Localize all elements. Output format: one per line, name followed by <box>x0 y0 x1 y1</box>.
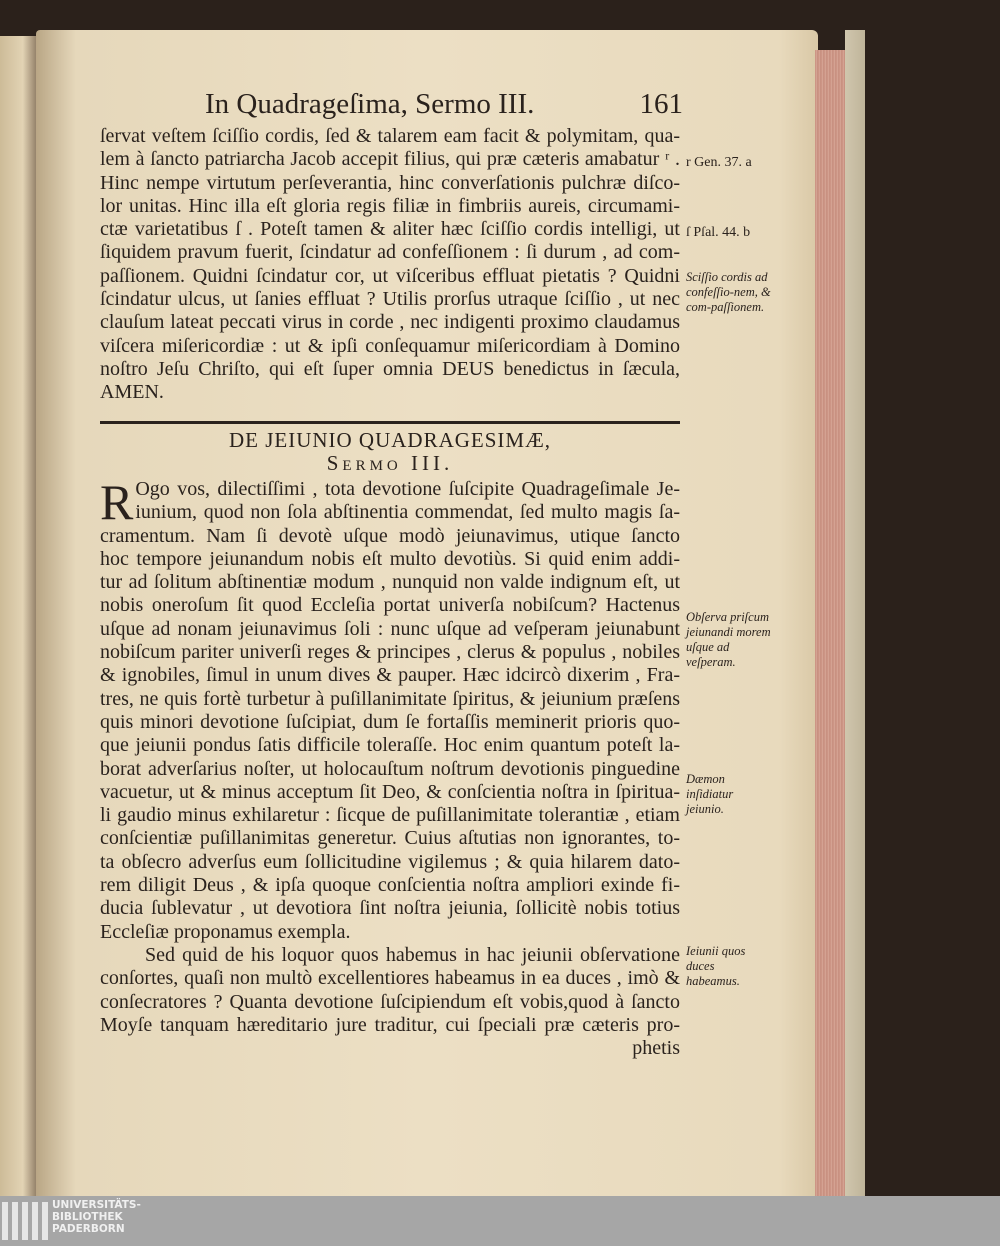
text-line: & ignobiles, ſimul in unum dives & pauper. Hæc idcircò dixerim , Fra- <box>100 664 680 687</box>
text-line: ta obſecro adverſus eum ſollicitudine vigilemus ; & quia hilarem dato- <box>100 850 680 873</box>
text-line: uſque ad nonam jeiunavimus ſoli : nunc uſque ad veſperam jeiunabunt <box>100 617 680 640</box>
margin-note-scissio: Sciſſio cordis ad confeſſio-nem, & com-paſſionem. <box>686 270 771 314</box>
text-line: conſecratores ? Quanta devotione ſuſcipiendum eſt vobis,quod à ſancto <box>100 990 680 1013</box>
text-line: borat adverſarius noſter, ut holocauſtum noſtrum devotionis pinguedine <box>100 757 680 780</box>
text-line: ſiquidem pravum fuerit, ſcindatur ad confeſſionem : ſi durum , ad com- <box>100 241 680 264</box>
text-line: Eccleſiæ proponamus exempla. <box>100 920 351 943</box>
margin-note-daemon: Dæmon inſidiatur jeiunio. <box>686 772 734 816</box>
text-line: viſcera miſericordiæ : ut & ipſi conſequamur miſericordiam à Domino <box>100 334 680 357</box>
text-line: ſcindatur ulcus, ut ſanies effluat ? Utilis prorſus utraque ſciſſio , ut nec <box>100 288 680 311</box>
text-line: Moyſe tanquam hæreditario jure traditur, cui ſpeciali præ cæteris pro- <box>100 1013 680 1036</box>
margin-note-gen: r Gen. 37. a <box>686 155 752 170</box>
logo-line: UNIVERSITÄTS- <box>52 1199 141 1211</box>
book-cover-edge <box>845 30 865 1196</box>
facing-page-edge <box>0 36 38 1196</box>
text-line: hoc tempore jeiunandum nobis eſt multo devotiùs. Si quid enim addi- <box>100 547 680 570</box>
logo-line: BIBLIOTHEK <box>52 1211 123 1223</box>
section-title: DE JEIUNIO QUADRAGESIMÆ, <box>228 428 552 452</box>
text-line: li gaudio minus exhilaretur : ſicque de puſillanimitate tolerantiæ , etiam <box>100 804 680 827</box>
text-line: Hinc nempe virtutum perſeverantia, hinc converſationis pulchræ diſco- <box>100 171 680 194</box>
text-line: Sed quid de his loquor quos habemus in hac jeiunii obſervatione <box>145 943 680 966</box>
margin-note-observa: Obſerva priſcum jeiunandi morem uſque ad veſperam. <box>686 610 771 669</box>
margin-note-psal: ſ Pſal. 44. b <box>686 225 751 240</box>
text-line: que jeiunii pondus ſatis difficile toleraſſe. Hoc enim quantum poteſt la- <box>100 734 680 757</box>
text-line: paſſionem. Quidni ſcindatur cor, ut viſceribus effluat pietatis ? Quidni <box>100 264 680 287</box>
sermon-body <box>100 474 680 1060</box>
text-line: vacuetur, ut & minus acceptum ſit Deo, & conſcientia noſtra in ſpiritua- <box>100 780 680 803</box>
text-line: ſervat veſtem ſciſſio cordis, ſed & talarem eam facit & polymitam, qua- <box>100 125 680 147</box>
library-footer <box>0 1196 1000 1246</box>
text-line: cramentum. Nam ſi devotè uſque modò jeiunavimus, utique ſancto <box>100 524 680 547</box>
text-line: phetis <box>632 1037 680 1060</box>
section-divider <box>100 421 680 424</box>
text-line: nobiſcum pariter univerſi reges & principes , clerus & populus , nobiles <box>100 641 680 664</box>
text-line: lem à ſancto patriarcha Jacob accepit filius, qui præ cæteris amabatur ʳ . <box>100 148 680 171</box>
running-title: In Quadrageſima, Sermo III. <box>205 88 535 120</box>
text-line: ctæ varietatibus ſ . Poteſt tamen & aliter hæc ſciſſio cordis intelligi, ut <box>100 218 680 241</box>
text-line: Ogo vos, dilectiſſimi , tota devotione ſuſcipite Quadrageſimale Je- <box>135 478 680 500</box>
text-line: nobis oneroſum ſit quod Eccleſia portat univerſa nobiſcum? Hactenus <box>100 594 680 617</box>
text-line: tur ad ſolitum abſtinentiæ modum , nunquid non valde indignum eſt, ut <box>100 571 680 594</box>
running-header <box>205 88 683 121</box>
text-line: iunium, quod non ſola abſtinentia commendat, ſed multo magis ſa- <box>135 501 680 524</box>
text-line: tres, ne quis fortè turbetur à puſillanimitate ſpiritus, & jeiunium præſens <box>100 687 680 710</box>
text-line: rem diligit Deus , & ipſa quoque conſcientia noſtra ampliori exinde fi- <box>100 874 680 897</box>
logo-line: PADERBORN <box>52 1223 125 1235</box>
text-line: conſcientiæ puſillanimitas generetur. Cuius aſtutias non ignorantes, to- <box>100 827 680 850</box>
text-line: conſortes, quaſi non multò excellentiores habeamus in ea duces , imò & <box>100 967 680 990</box>
page-number: 161 <box>639 88 683 120</box>
library-logo-text <box>52 1199 141 1235</box>
library-logo-icon <box>2 1202 48 1240</box>
page-edges <box>815 50 847 1196</box>
text-line: lor unitas. Hinc illa eſt gloria regis filiæ in fimbriis aureis, circumami- <box>100 194 680 217</box>
section-subtitle: Sermo III. <box>326 451 454 475</box>
text-line: ducia ſublevatur , ut devotiora ſint noſtra jeiunia, ſollicitè nobis totius <box>100 897 680 920</box>
text-line: AMEN. <box>100 381 164 404</box>
drop-cap: R <box>100 474 134 530</box>
margin-note-ieiunii: Ieiunii quos duces habeamus. <box>686 944 746 988</box>
text-line: quis minori devotione ſuſcipiat, dum ſe fortaſſis meminerit prioris quo- <box>100 710 680 733</box>
text-line: clauſum lateat peccati virus in corde , nec indigenti proximo claudamus <box>100 311 680 334</box>
text-line: noſtro Jeſu Chriſto, qui eſt ſuper omnia DEUS benedictus in ſæcula, <box>100 357 680 380</box>
closing-paragraph <box>100 125 680 405</box>
